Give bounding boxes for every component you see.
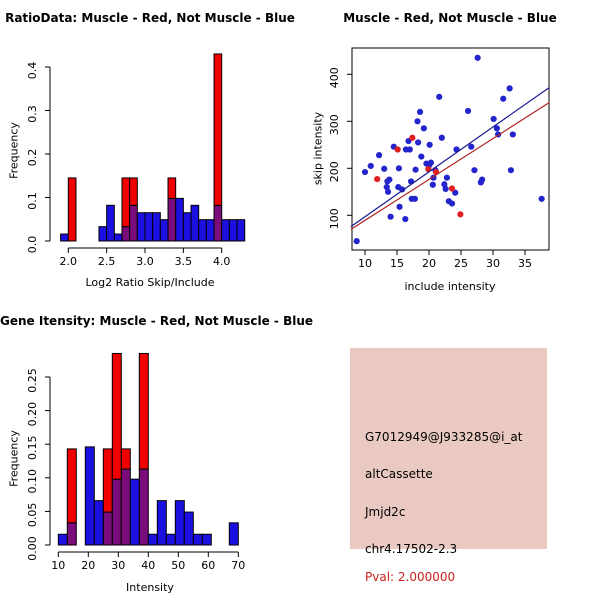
data-point [539,196,545,202]
hist-ratio-plot [0,0,300,300]
tick-label: 0.2 [26,148,39,167]
tick-label: 70 [231,559,246,572]
scatter-title: Muscle - Red, Not Muscle - Blue [343,11,557,25]
data-point [402,216,408,222]
gene-info-box [350,348,547,584]
tick-label: 50 [171,559,186,572]
hist-ratio-ylabel: Frequency [7,122,21,179]
tick-label: 0.25 [26,368,39,393]
tick-label: 35 [518,257,532,270]
probe-id-text: G7012949@J933285@i_at [365,430,523,444]
panel-gene-info [300,300,600,600]
tick-label: 4.0 [212,255,231,268]
tick-label: 20 [422,257,436,270]
data-point [381,166,387,172]
tick-label: 2.5 [97,255,116,268]
tick-label: 3.0 [136,255,154,268]
data-point [430,182,436,188]
data-point [412,167,418,173]
tick-label: 10 [358,257,372,270]
data-point [427,142,433,148]
data-point [408,178,414,184]
hist_ratio-bars [61,54,245,241]
scatter-plot [300,0,600,300]
tick-label: 2.0 [59,255,78,268]
data-point [449,185,455,191]
data-point [428,160,434,166]
tick-label: 3.5 [174,255,193,268]
panel-hist-gene [0,300,314,600]
hist-gene-ylabel: Frequency [7,430,21,487]
hist-ratio-title: RatioData: Muscle - Red, Not Muscle - Blue [5,11,295,25]
tick-label: 20 [81,559,96,572]
data-point [368,163,374,169]
fit-lines [351,87,549,229]
scatter-ylabel: skip intensity [311,111,325,186]
tick-label: 60 [201,559,216,572]
tick-label: 300 [328,114,341,136]
data-point [396,165,402,171]
data-point [421,125,427,131]
data-point [362,169,368,175]
gene-name-text: Jmjd2c [365,505,406,519]
hist_gene-bars [58,353,238,545]
tick-label: 0.3 [26,105,39,123]
tick-label: 25 [454,257,468,270]
data-point [491,116,497,122]
chromosome-location-text: chr4.17502-2.3 [365,542,458,556]
tick-label: 0.0 [26,235,39,254]
tick-label: 0.20 [26,401,39,427]
data-point [374,176,380,182]
data-point [439,135,445,141]
tick-label: 10 [51,559,66,572]
tick-label: 40 [141,559,156,572]
data-point [475,55,481,61]
panel-scatter [300,0,600,300]
muscle-fit [351,103,549,230]
data-point [507,85,513,91]
scatter-xlabel: include intensity [404,280,496,293]
data-point [479,176,485,182]
data-point [436,94,442,100]
tick-label: 0.00 [26,536,39,561]
data-point [395,146,401,152]
tick-label: 30 [486,257,500,270]
scatter-points [354,55,545,245]
data-point [443,186,449,192]
splice-type-text: altCassette [365,467,433,481]
data-point [386,176,392,182]
data-point [500,96,506,102]
data-point [465,108,471,114]
data-point [354,238,360,244]
data-point [414,118,420,124]
tick-label: 0.05 [26,502,39,528]
tick-label: 30 [111,559,126,572]
data-point [449,200,455,206]
tick-label: 0.1 [26,192,39,210]
tick-label: 200 [328,161,341,183]
data-point [388,214,394,220]
data-point [396,204,402,210]
tick-label: 100 [328,208,341,230]
data-point [471,167,477,173]
data-point [508,167,514,173]
data-point [409,135,415,141]
scatter-axes [328,48,549,270]
panel-hist-ratio [0,0,300,300]
tick-label: 0.15 [26,435,39,460]
tick-label: 0.4 [26,61,39,80]
data-point [385,189,391,195]
data-point [510,131,516,137]
data-point [412,196,418,202]
data-point [376,152,382,158]
data-point [457,211,463,217]
hist-gene-plot [0,300,314,600]
data-point [417,109,423,115]
tick-label: 15 [390,257,404,270]
pval-text: Pval: 2.000000 [365,570,456,584]
data-point [468,144,474,150]
hist-gene-title: Gene Itensity: Muscle - Red, Not Muscle - Blue [0,314,314,328]
data-point [418,153,424,159]
data-point [407,146,413,152]
data-point [415,139,421,145]
hist-ratio-xlabel: Log2 Ratio Skip/Include [85,276,215,289]
data-point [444,175,450,181]
tick-label: 0.10 [26,469,39,494]
hist-gene-xlabel: Intensity [126,581,174,594]
tick-label: 400 [328,67,341,89]
